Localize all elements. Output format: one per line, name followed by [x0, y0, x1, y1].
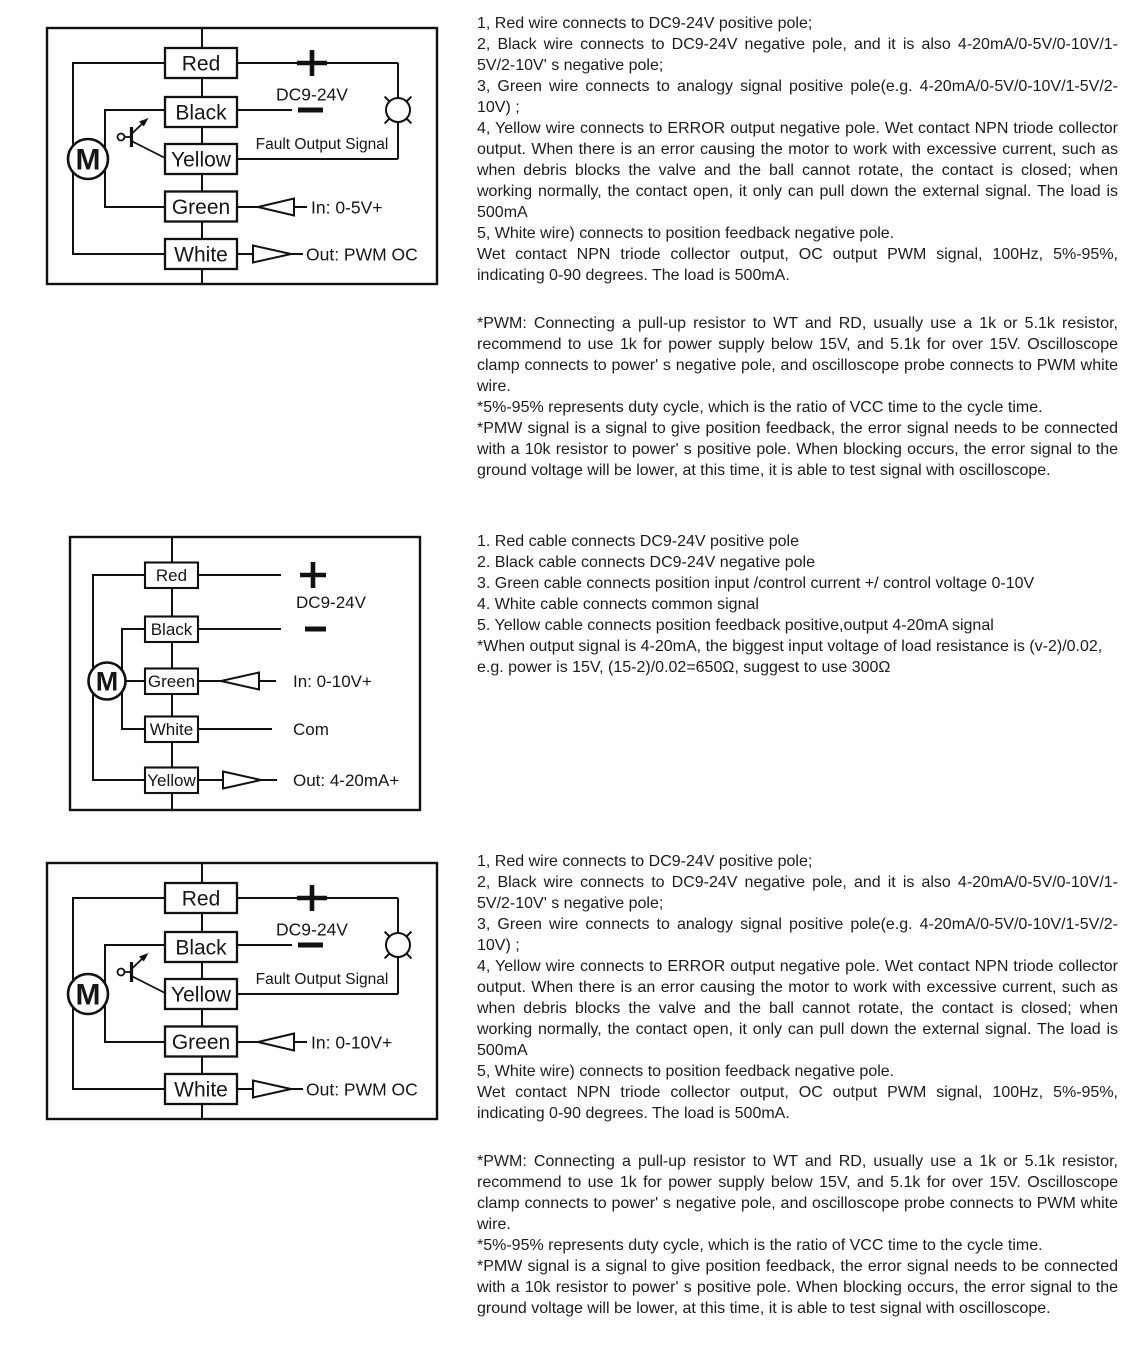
motor-label: M [75, 143, 101, 177]
instruction-item: 4. White cable connects common signal [477, 596, 759, 613]
instruction-item: 3, Green wire connects to analogy signal positive pole(e.g. 4-20mA/0-5V/0-10V/1-5V/2-10V) ; [477, 916, 1118, 954]
wire-label-black: Black [175, 101, 227, 125]
supply-voltage-label: DC9-24V [296, 593, 366, 612]
output-arrow-icon [223, 772, 261, 789]
instruction-item: 1, Red wire connects to DC9-24V positive pole; [477, 853, 813, 870]
output-arrow-icon [253, 246, 291, 263]
instruction-item: 1. Red cable connects DC9-24V positive pole [477, 533, 799, 550]
plus-symbol [300, 562, 326, 588]
wire-label-green: Green [147, 672, 196, 691]
instruction-item: 3. Green cable connects position input /control current +/ control voltage 0-10V [477, 575, 1035, 592]
instruction-item: 5, White wire) connects to position feedback negative pole. [477, 225, 895, 242]
fault-lamp-icon [385, 97, 412, 124]
input-arrow-icon [258, 1034, 294, 1051]
note-item: *5%-95% represents duty cycle, which is the ratio of VCC time to the cycle time. [477, 1237, 1043, 1254]
input-signal-label: In: 0-5V+ [311, 197, 383, 218]
wire-label-white: White [149, 720, 194, 739]
supply-voltage-label: DC9-24V [276, 84, 348, 105]
motor-icon [68, 139, 108, 179]
fault-output-label: Fault Output Signal [255, 971, 389, 988]
motor-icon [68, 974, 108, 1014]
wire-label-yellow: Yellow [171, 983, 231, 1007]
note-item: *PWM: Connecting a pull-up resistor to WT and RD, usually use a 1k or 5.1k resistor, recommend to use 1k for power supply below 15V, and 5.1k for over 15V. Oscilloscope clamp connects to power' s negative pole, and oscilloscope probe connects to PWM white wire. [477, 315, 1118, 395]
supply-voltage-label: DC9-24V [276, 919, 348, 940]
instruction-item: 4, Yellow wire connects to ERROR output negative pole. Wet contact NPN triode collector output. When there is an error causing the motor to work with excessive current, such as when debris blocks the valve and the ball cannot rotate, the contact is closed; when working normally, the contact open, it only can pull down the external signal. The load is 500mA [477, 958, 1118, 1059]
input-signal-label: In: 0-10V+ [293, 672, 372, 691]
output-signal-label: Out: 4-20mA+ [293, 771, 400, 790]
wiring-diagram-4-20ma [60, 528, 430, 820]
output-signal-label: Out: PWM OC [306, 244, 418, 265]
wire-label-red: Red [155, 566, 188, 585]
instruction-item: 5. Yellow cable connects position feedback positive,output 4-20mA signal [477, 617, 994, 634]
instruction-item: Wet contact NPN triode collector output, OC output PWM signal, 100Hz, 5%-95%, indicating 0-90 degrees. The load is 500mA. [477, 246, 1118, 284]
common-signal-label: Com [293, 720, 329, 739]
instructions-column-3 [477, 851, 1118, 1319]
wire-label-white: White [174, 1078, 228, 1102]
instruction-item: *When output signal is 4-20mA, the biggest input voltage of load resistance is (v-2)/0.02, e.g. power is 15V, (15-2)/0.02=650Ω, suggest to use 300Ω [477, 638, 1103, 676]
wiring-diagram-pwm-0-10v [40, 849, 450, 1129]
wiring-diagram-pwm-0-5v [40, 14, 450, 294]
plus-symbol [297, 885, 327, 911]
note-item: *PMW signal is a signal to give position feedback, the error signal needs to be connected with a 10k resistor to power' s positive pole. When blocking occurs, the error signal to the ground voltage will be lower, at this time, it is able to test signal with oscilloscope. [477, 1258, 1118, 1317]
input-arrow-icon [221, 673, 259, 690]
motor-label: M [75, 978, 101, 1012]
motor-icon [89, 663, 126, 700]
instruction-item: 5, White wire) connects to position feedback negative pole. [477, 1063, 895, 1080]
instructions-column-2 [477, 531, 1122, 678]
motor-label: M [95, 666, 119, 697]
fault-output-label: Fault Output Signal [255, 136, 389, 153]
instruction-item: 3, Green wire connects to analogy signal positive pole(e.g. 4-20mA/0-5V/0-10V/1-5V/2-10V) ; [477, 78, 1118, 116]
wire-label-red: Red [181, 887, 221, 911]
instruction-item: Wet contact NPN triode collector output, OC output PWM signal, 100Hz, 5%-95%, indicating 0-90 degrees. The load is 500mA. [477, 1084, 1118, 1122]
output-signal-label: Out: PWM OC [306, 1079, 418, 1100]
pwm-notes-1 [477, 313, 1118, 481]
instructions-column-1 [477, 13, 1118, 481]
wire-label-yellow: Yellow [147, 771, 196, 790]
wire-label-yellow: Yellow [171, 148, 231, 172]
output-arrow-icon [253, 1081, 291, 1098]
instruction-item: 4, Yellow wire connects to ERROR output negative pole. Wet contact NPN triode collector output. When there is an error causing the motor to work with excessive current, such as when debris blocks the valve and the ball cannot rotate, the contact is closed; when working normally, the contact open, it only can pull down the external signal. The load is 500mA [477, 120, 1118, 221]
note-item: *PWM: Connecting a pull-up resistor to WT and RD, usually use a 1k or 5.1k resistor, recommend to use 1k for power supply below 15V, and 5.1k for over 15V. Oscilloscope clamp connects to power' s negative pole, and oscilloscope probe connects to PWM white wire. [477, 1153, 1118, 1233]
input-arrow-icon [258, 199, 294, 216]
npn-transistor-icon [118, 118, 166, 158]
instruction-item: 2. Black cable connects DC9-24V negative pole [477, 554, 815, 571]
note-item: *PMW signal is a signal to give position feedback, the error signal needs to be connected with a 10k resistor to power' s positive pole. When blocking occurs, the error signal to the ground voltage will be lower, at this time, it is able to test signal with oscilloscope. [477, 420, 1118, 479]
plus-symbol [297, 50, 327, 76]
pwm-notes-3 [477, 1151, 1118, 1319]
wire-label-green: Green [171, 1031, 231, 1054]
instruction-item: 2, Black wire connects to DC9-24V negative pole, and it is also 4-20mA/0-5V/0-10V/1-5V/2-10V' s negative pole; [477, 36, 1118, 74]
input-signal-label: In: 0-10V+ [311, 1032, 393, 1053]
wire-label-white: White [174, 243, 228, 267]
note-item: *5%-95% represents duty cycle, which is the ratio of VCC time to the cycle time. [477, 399, 1043, 416]
wire-label-green: Green [171, 196, 231, 219]
instruction-item: 1, Red wire connects to DC9-24V positive pole; [477, 15, 813, 32]
instruction-item: 2, Black wire connects to DC9-24V negative pole, and it is also 4-20mA/0-5V/0-10V/1-5V/2-10V' s negative pole; [477, 874, 1118, 912]
wire-label-black: Black [175, 936, 227, 960]
fault-lamp-icon [385, 932, 412, 959]
wire-label-black: Black [150, 620, 193, 639]
wire-label-red: Red [181, 52, 221, 76]
diagram-group [47, 863, 437, 1119]
npn-transistor-icon [118, 953, 166, 993]
